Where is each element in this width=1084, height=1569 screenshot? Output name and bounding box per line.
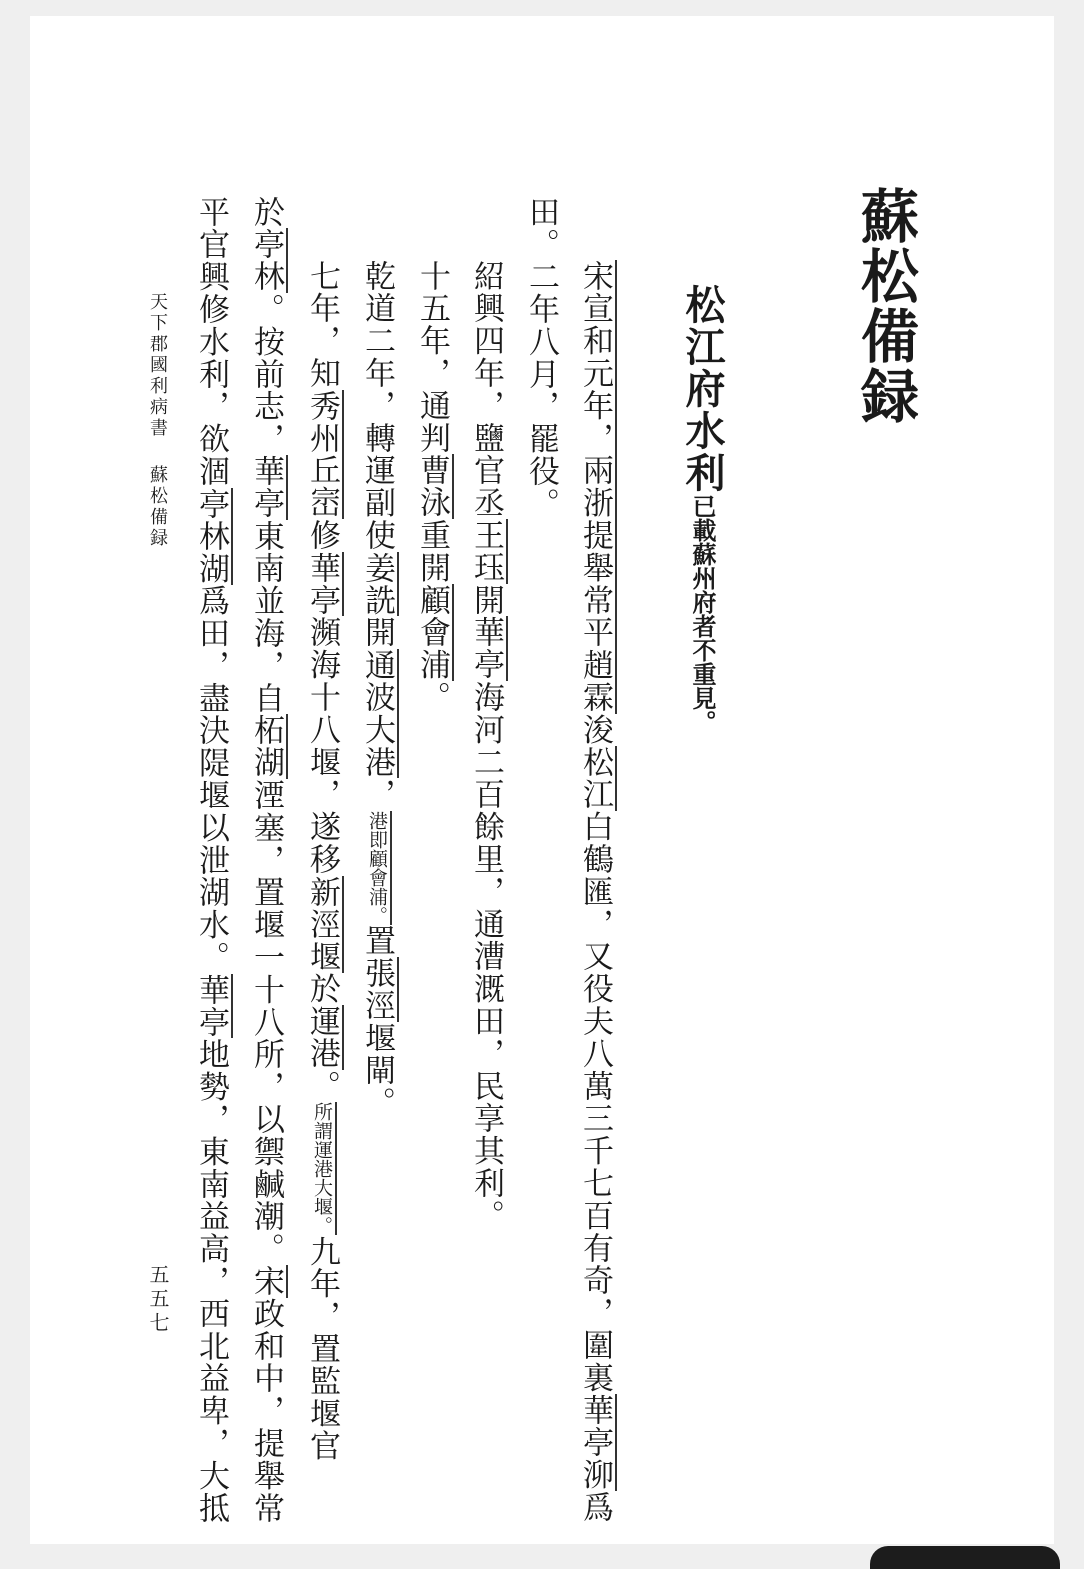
text-segment: 七年，知 (304, 260, 340, 390)
text-segment: 白鶴匯，又役夫八萬三千七百有奇，圍裏 (577, 810, 613, 1395)
text-segment: 政和中，提舉常 (248, 1297, 284, 1525)
body-column-5 (359, 260, 395, 1120)
text-segment: 堰閘。 (359, 1022, 395, 1120)
text-segment: 。 (304, 1070, 340, 1103)
body-column-2: 田。二年八月，罷役。 (523, 196, 559, 520)
text-segment: 東南並海，自 (248, 520, 284, 715)
person-name: 王珏 (468, 519, 508, 584)
text-segment: 乾道二年，轉運副使 (359, 260, 395, 552)
place-name: 華亭 (304, 552, 344, 617)
place-name: 秀州 (304, 390, 344, 455)
book-title: 蘇松備録 (851, 186, 919, 426)
body-column-6 (304, 260, 340, 1463)
text-segment: 宋宣和元年，兩浙提舉常平 (577, 260, 617, 649)
place-name: 張涇 (359, 957, 399, 1022)
place-name: 華亭 (193, 974, 233, 1039)
bottom-overlay-tab (870, 1546, 1060, 1569)
place-name: 華亭 (248, 455, 288, 520)
text-segment: 瀕海十八堰，遂移 (304, 616, 340, 876)
text-segment: 平官興修水利，欲涸 (193, 196, 229, 488)
series-title: 天下郡國利病書 (147, 292, 168, 439)
text-segment: 重開 (414, 519, 450, 585)
inline-note: 所謂運港大堰。 (311, 1102, 337, 1235)
text-segment: 爲田，盡決隄堰以泄湖水。 (193, 584, 229, 974)
text-segment: 於 (248, 196, 284, 229)
page-number: 五五七 (146, 1264, 170, 1336)
place-name: 松江 (577, 746, 617, 811)
place-name: 新涇堰 (304, 876, 344, 973)
text-segment: 於 (304, 972, 340, 1006)
body-column-8 (193, 196, 229, 1525)
body-column-7 (248, 196, 284, 1525)
text-segment: 海河二百餘里，通漕溉田，民享其利。 (468, 681, 504, 1233)
footer-book-title: 蘇松備録 (147, 465, 168, 549)
text-segment: 九年，置監堰官 (304, 1235, 340, 1463)
person-name: 姜詵 (359, 552, 399, 617)
text-segment: 浚 (577, 713, 613, 747)
person-name: 曹泳 (414, 454, 454, 519)
body-column-4 (414, 260, 450, 714)
text-segment: 紹興四年，鹽官丞 (468, 260, 504, 520)
text-segment: 十五年，通判 (414, 260, 450, 455)
place-name: 柘湖 (248, 714, 288, 779)
section-title-text: 松江府水利 (679, 284, 725, 494)
text-segment: 。按前志， (248, 293, 284, 456)
place-name: 亭林 (248, 228, 288, 293)
place-name: 華亭 (468, 616, 508, 681)
place-name: 顧會浦 (414, 584, 454, 681)
text-segment: 地勢，東南益高，西北益卑，大抵 (193, 1038, 229, 1525)
text-segment: 湮塞，置堰一十八所，以禦鹹潮。 (248, 779, 284, 1266)
place-name: 通波大港 (359, 649, 399, 779)
place-name: 亭林湖 (193, 488, 233, 585)
person-name: 丘崈 (304, 454, 344, 519)
place-name: 華亭泖 (577, 1394, 617, 1491)
document-page (30, 16, 1054, 1544)
running-footer (148, 292, 166, 549)
text-segment: 開 (359, 616, 395, 649)
person-name: 趙霖 (577, 649, 617, 714)
dynasty-name: 宋 (248, 1265, 288, 1297)
text-segment: 置 (359, 924, 395, 958)
text-segment: 。 (414, 681, 450, 714)
text-segment: 爲 (577, 1491, 613, 1524)
text-segment: ， (359, 778, 395, 811)
body-column-3 (468, 260, 504, 1233)
text-segment: 開 (468, 584, 504, 617)
section-title (679, 284, 725, 734)
body-column-1 (577, 260, 613, 1524)
inline-note: 港即顧會浦。 (366, 811, 392, 925)
text-segment: 修 (304, 519, 340, 552)
place-name: 運港 (304, 1005, 344, 1070)
section-note: 已載蘇州府者不重見。 (688, 494, 716, 734)
